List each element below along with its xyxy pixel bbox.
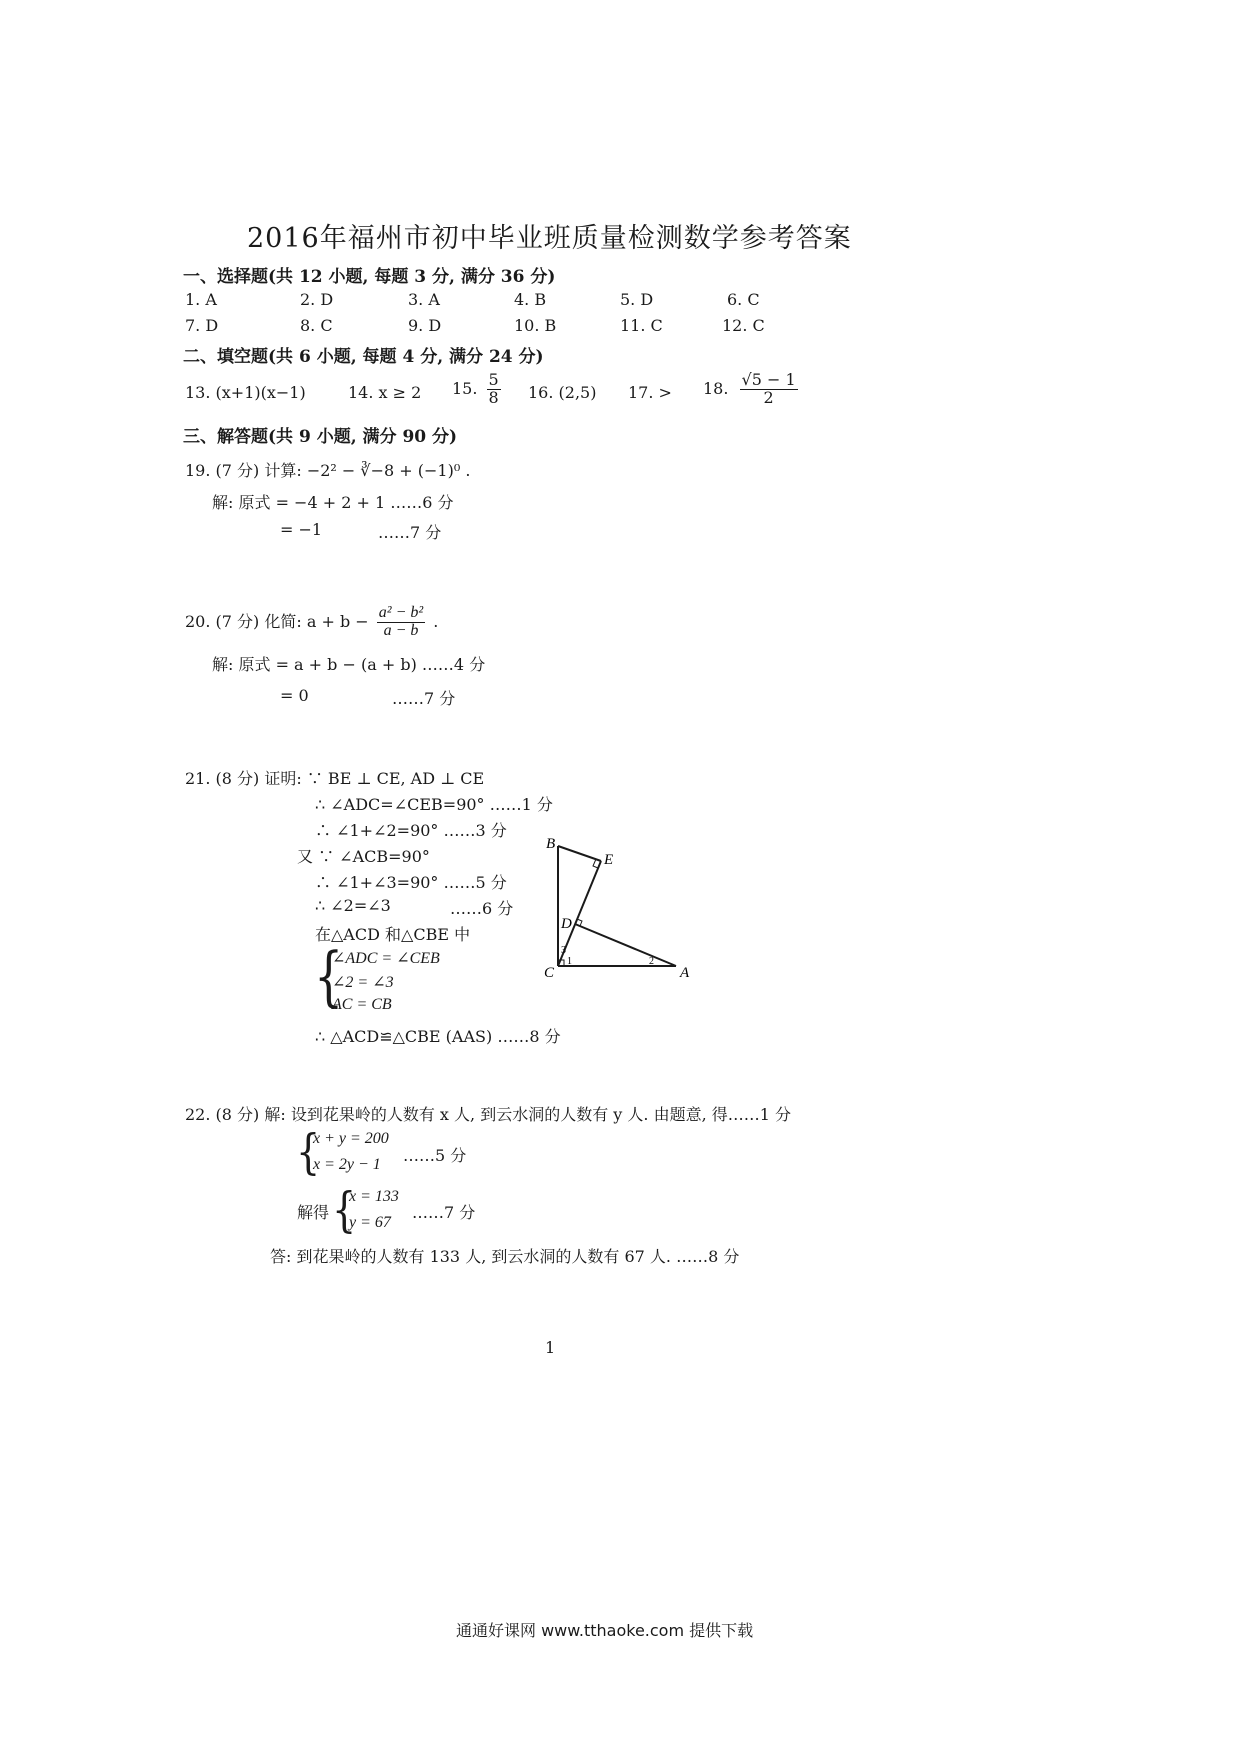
q20-score: ……7 分 [392, 689, 456, 708]
q19-score: ……7 分 [378, 523, 442, 542]
choice-answer: 6. C [727, 290, 760, 309]
q21-step-2: ∴ ∠1+∠2=90° ……3 分 [315, 821, 507, 840]
segment-ad [575, 924, 676, 966]
q21-conclusion: ∴ △ACD≌△CBE (AAS) ……8 分 [315, 1027, 561, 1046]
q20-problem-suffix: . [433, 611, 439, 631]
choice-answer: 3. A [408, 290, 440, 309]
q21-step-3: 又 ∵ ∠ACB=90° [297, 847, 430, 866]
section-heading-solve: 三、解答题(共 9 小题, 满分 90 分) [183, 427, 458, 447]
q21-step-1: ∴ ∠ADC=∠CEB=90° ……1 分 [315, 795, 553, 814]
fill-answer-18-label: 18. [703, 378, 729, 398]
q20-problem-prefix: 20. (7 分) 化简: a + b − [185, 611, 369, 631]
q21-step-5: ∴ ∠2=∠3 [315, 896, 391, 915]
fill-answer-16: 16. (2,5) [528, 383, 597, 402]
q22-system-line-2: x = 2y − 1 [313, 1156, 381, 1173]
choice-answer: 5. D [620, 290, 654, 309]
choice-answer: 11. C [620, 316, 663, 335]
choice-answer: 2. D [300, 290, 334, 309]
angle-label-3: 3 [561, 945, 566, 956]
choice-answer: 10. B [514, 316, 557, 335]
fraction-denominator: a − b [383, 621, 419, 639]
angle-label-1: 1 [567, 956, 572, 967]
q22-system-line-1: x + y = 200 [313, 1130, 389, 1147]
choice-answer: 8. C [300, 316, 333, 335]
q22-solution-brace: { [332, 1182, 357, 1238]
section-heading-choice: 一、选择题(共 12 小题, 每题 3 分, 满分 36 分) [183, 267, 556, 287]
q19-solution-step-2: = −1 [280, 520, 323, 539]
segment-be [558, 846, 601, 861]
q22-answer: 答: 到花果岭的人数有 133 人, 到云水洞的人数有 67 人. ……8 分 [270, 1247, 740, 1266]
q21-triangle-figure [540, 836, 710, 986]
page-title: 2016年福州市初中毕业班质量检测数学参考答案 [247, 223, 852, 254]
q21-problem: 21. (8 分) 证明: ∵ BE ⊥ CE, AD ⊥ CE [185, 769, 485, 788]
q20-solution-step-1: 解: 原式 = a + b − (a + b) ……4 分 [212, 655, 486, 674]
footer-text: 通通好课网 www.tthaoke.com 提供下载 [456, 1621, 754, 1640]
angle-label-2: 2 [649, 956, 654, 967]
q22-solution-prefix: 解得 [297, 1203, 330, 1222]
fraction [740, 372, 798, 407]
q22-problem: 22. (8 分) 解: 设到花果岭的人数有 x 人, 到云水洞的人数有 y 人. 由题意, 得……1 分 [185, 1105, 792, 1124]
fill-answer-15 [452, 372, 501, 407]
choice-answer: 9. D [408, 316, 442, 335]
q22-solution-score: ……7 分 [412, 1203, 476, 1222]
q21-step-4: ∴ ∠1+∠3=90° ……5 分 [315, 873, 507, 892]
q21-system-line-1: ∠ADC = ∠CEB [332, 950, 440, 967]
q22-solution-line-1: x = 133 [349, 1188, 399, 1205]
q21-step-6: 在△ACD 和△CBE 中 [315, 925, 471, 944]
choice-answer: 1. A [185, 290, 217, 309]
q20-solution-step-2: = 0 [280, 686, 309, 705]
vertex-label-a: A [680, 965, 690, 981]
fraction-numerator: a² − b² [378, 604, 424, 621]
choice-answer: 4. B [514, 290, 547, 309]
q22-solution-line-2: y = 67 [349, 1214, 391, 1231]
section-heading-fill: 二、填空题(共 6 小题, 每题 4 分, 满分 24 分) [183, 347, 544, 367]
fill-answer-15-label: 15. [452, 378, 478, 398]
fraction [377, 605, 425, 640]
fraction-denominator: 8 [488, 387, 499, 407]
fill-answer-18 [703, 372, 798, 407]
page-number: 1 [545, 1338, 556, 1357]
fill-answer-14: 14. x ≥ 2 [348, 383, 422, 402]
q19-problem: 19. (7 分) 计算: −2² − ∛−8 + (−1)⁰ . [185, 461, 471, 480]
fraction-numerator: √5 − 1 [741, 370, 796, 389]
vertex-label-b: B [546, 836, 556, 852]
q20-problem [185, 605, 438, 640]
fraction-denominator: 2 [763, 387, 774, 407]
q22-system-score: ……5 分 [403, 1146, 467, 1165]
fraction-numerator: 5 [488, 370, 499, 389]
vertex-label-d: D [561, 916, 572, 932]
fraction [487, 372, 501, 407]
fill-answer-13: 13. (x+1)(x−1) [185, 383, 306, 402]
choice-answer: 7. D [185, 316, 219, 335]
q21-system-line-3: AC = CB [332, 996, 392, 1013]
vertex-label-c: C [544, 965, 555, 981]
q21-system-brace: { [314, 938, 344, 1014]
q21-step-5-score: ……6 分 [450, 899, 514, 918]
q22-system-brace: { [296, 1124, 321, 1180]
q21-system-line-2: ∠2 = ∠3 [332, 974, 394, 991]
fill-answer-17: 17. > [628, 383, 672, 402]
q19-solution-step-1: 解: 原式 = −4 + 2 + 1 ……6 分 [212, 493, 454, 512]
choice-answer: 12. C [722, 316, 765, 335]
vertex-label-e: E [604, 852, 614, 868]
